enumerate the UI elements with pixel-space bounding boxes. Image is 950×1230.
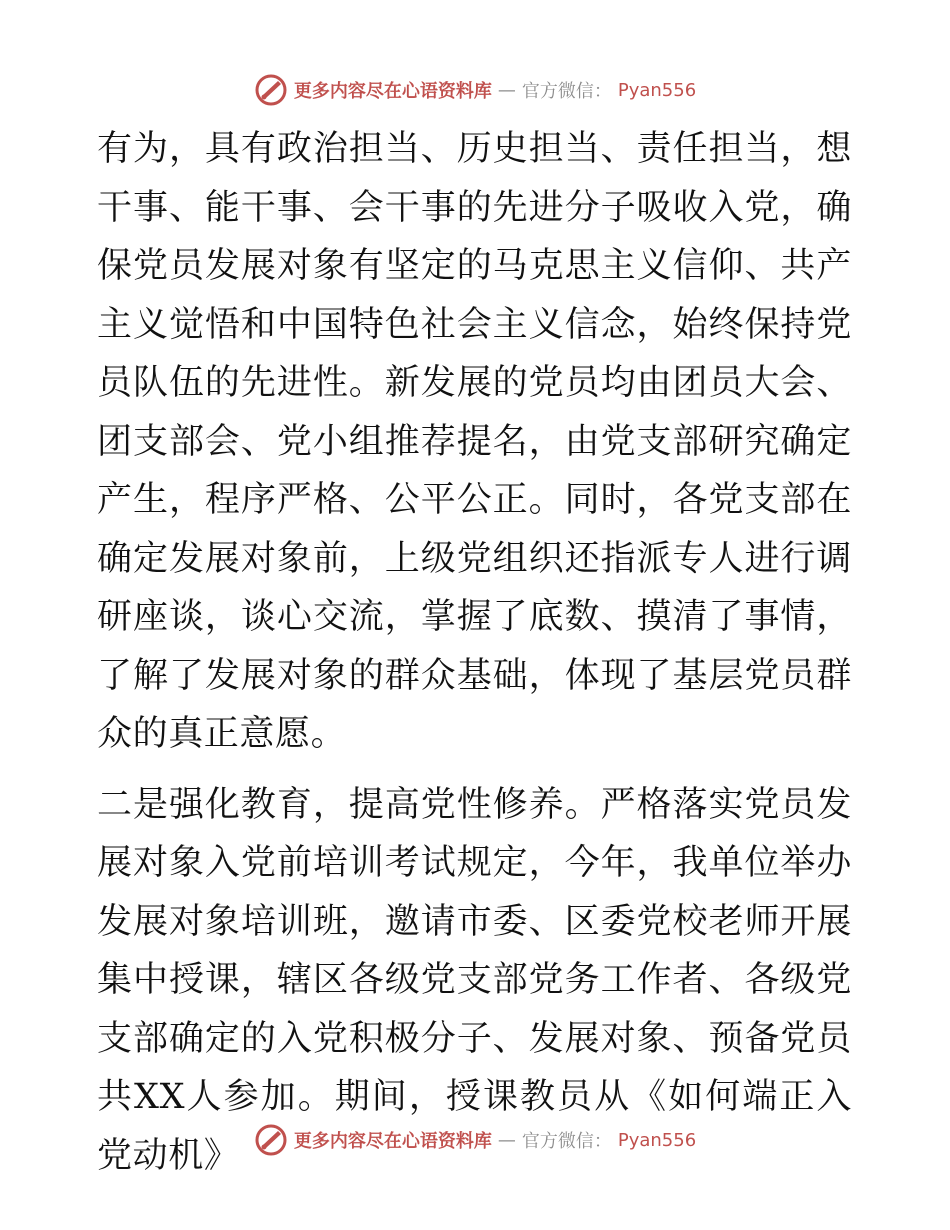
watermark-site-name: 更多内容尽在心语资料库 — [293, 1131, 492, 1152]
watermark-dash: — — [497, 79, 516, 101]
watermark-site-name: 更多内容尽在心语资料库 — [293, 81, 492, 102]
footer-watermark — [0, 1120, 950, 1160]
watermark-logo-icon — [254, 1123, 288, 1157]
header-watermark — [0, 70, 950, 110]
watermark-account-label: 官方微信： — [521, 81, 612, 102]
paragraph-2: 二是强化教育，提高党性修养。严格落实党员发展对象入党前培训考试规定，今年，我单位举办发展对象培训班，邀请市委、区委党校老师开展集中授课，辖区各级党支部党务工作者、各级党支部确定的入党积极分子、发展对象、预备党员共XX人参加。期间，授课教员从《如何端正入党动机》 — [97, 784, 852, 1176]
watermark-dash: — — [497, 1129, 516, 1151]
paragraph-1: 有为，具有政治担当、历史担当、责任担当，想干事、能干事、会干事的先进分子吸收入党，确保党员发展对象有坚定的马克思主义信仰、共产主义觉悟和中国特色社会主义信念，始终保持党员队伍的先进性。新发展的党员均由团员大会、团支部会、党小组推荐提名，由党支部研究确定产生，程序严格、公平公正。同时，各党支部在确定发展对象前，上级党组织还指派专人进行调研座谈，谈心交流，掌握了底数、摸清了事情，了解了发展对象的群众基础，体现了基层党员群众的真正意愿。 — [97, 129, 852, 754]
watermark-logo-icon — [254, 73, 288, 107]
watermark-account-label: 官方微信： — [521, 1131, 612, 1152]
watermark-account-id: Pyan556 — [617, 1129, 697, 1151]
document-body — [97, 120, 852, 1185]
watermark-account-id: Pyan556 — [617, 79, 697, 101]
